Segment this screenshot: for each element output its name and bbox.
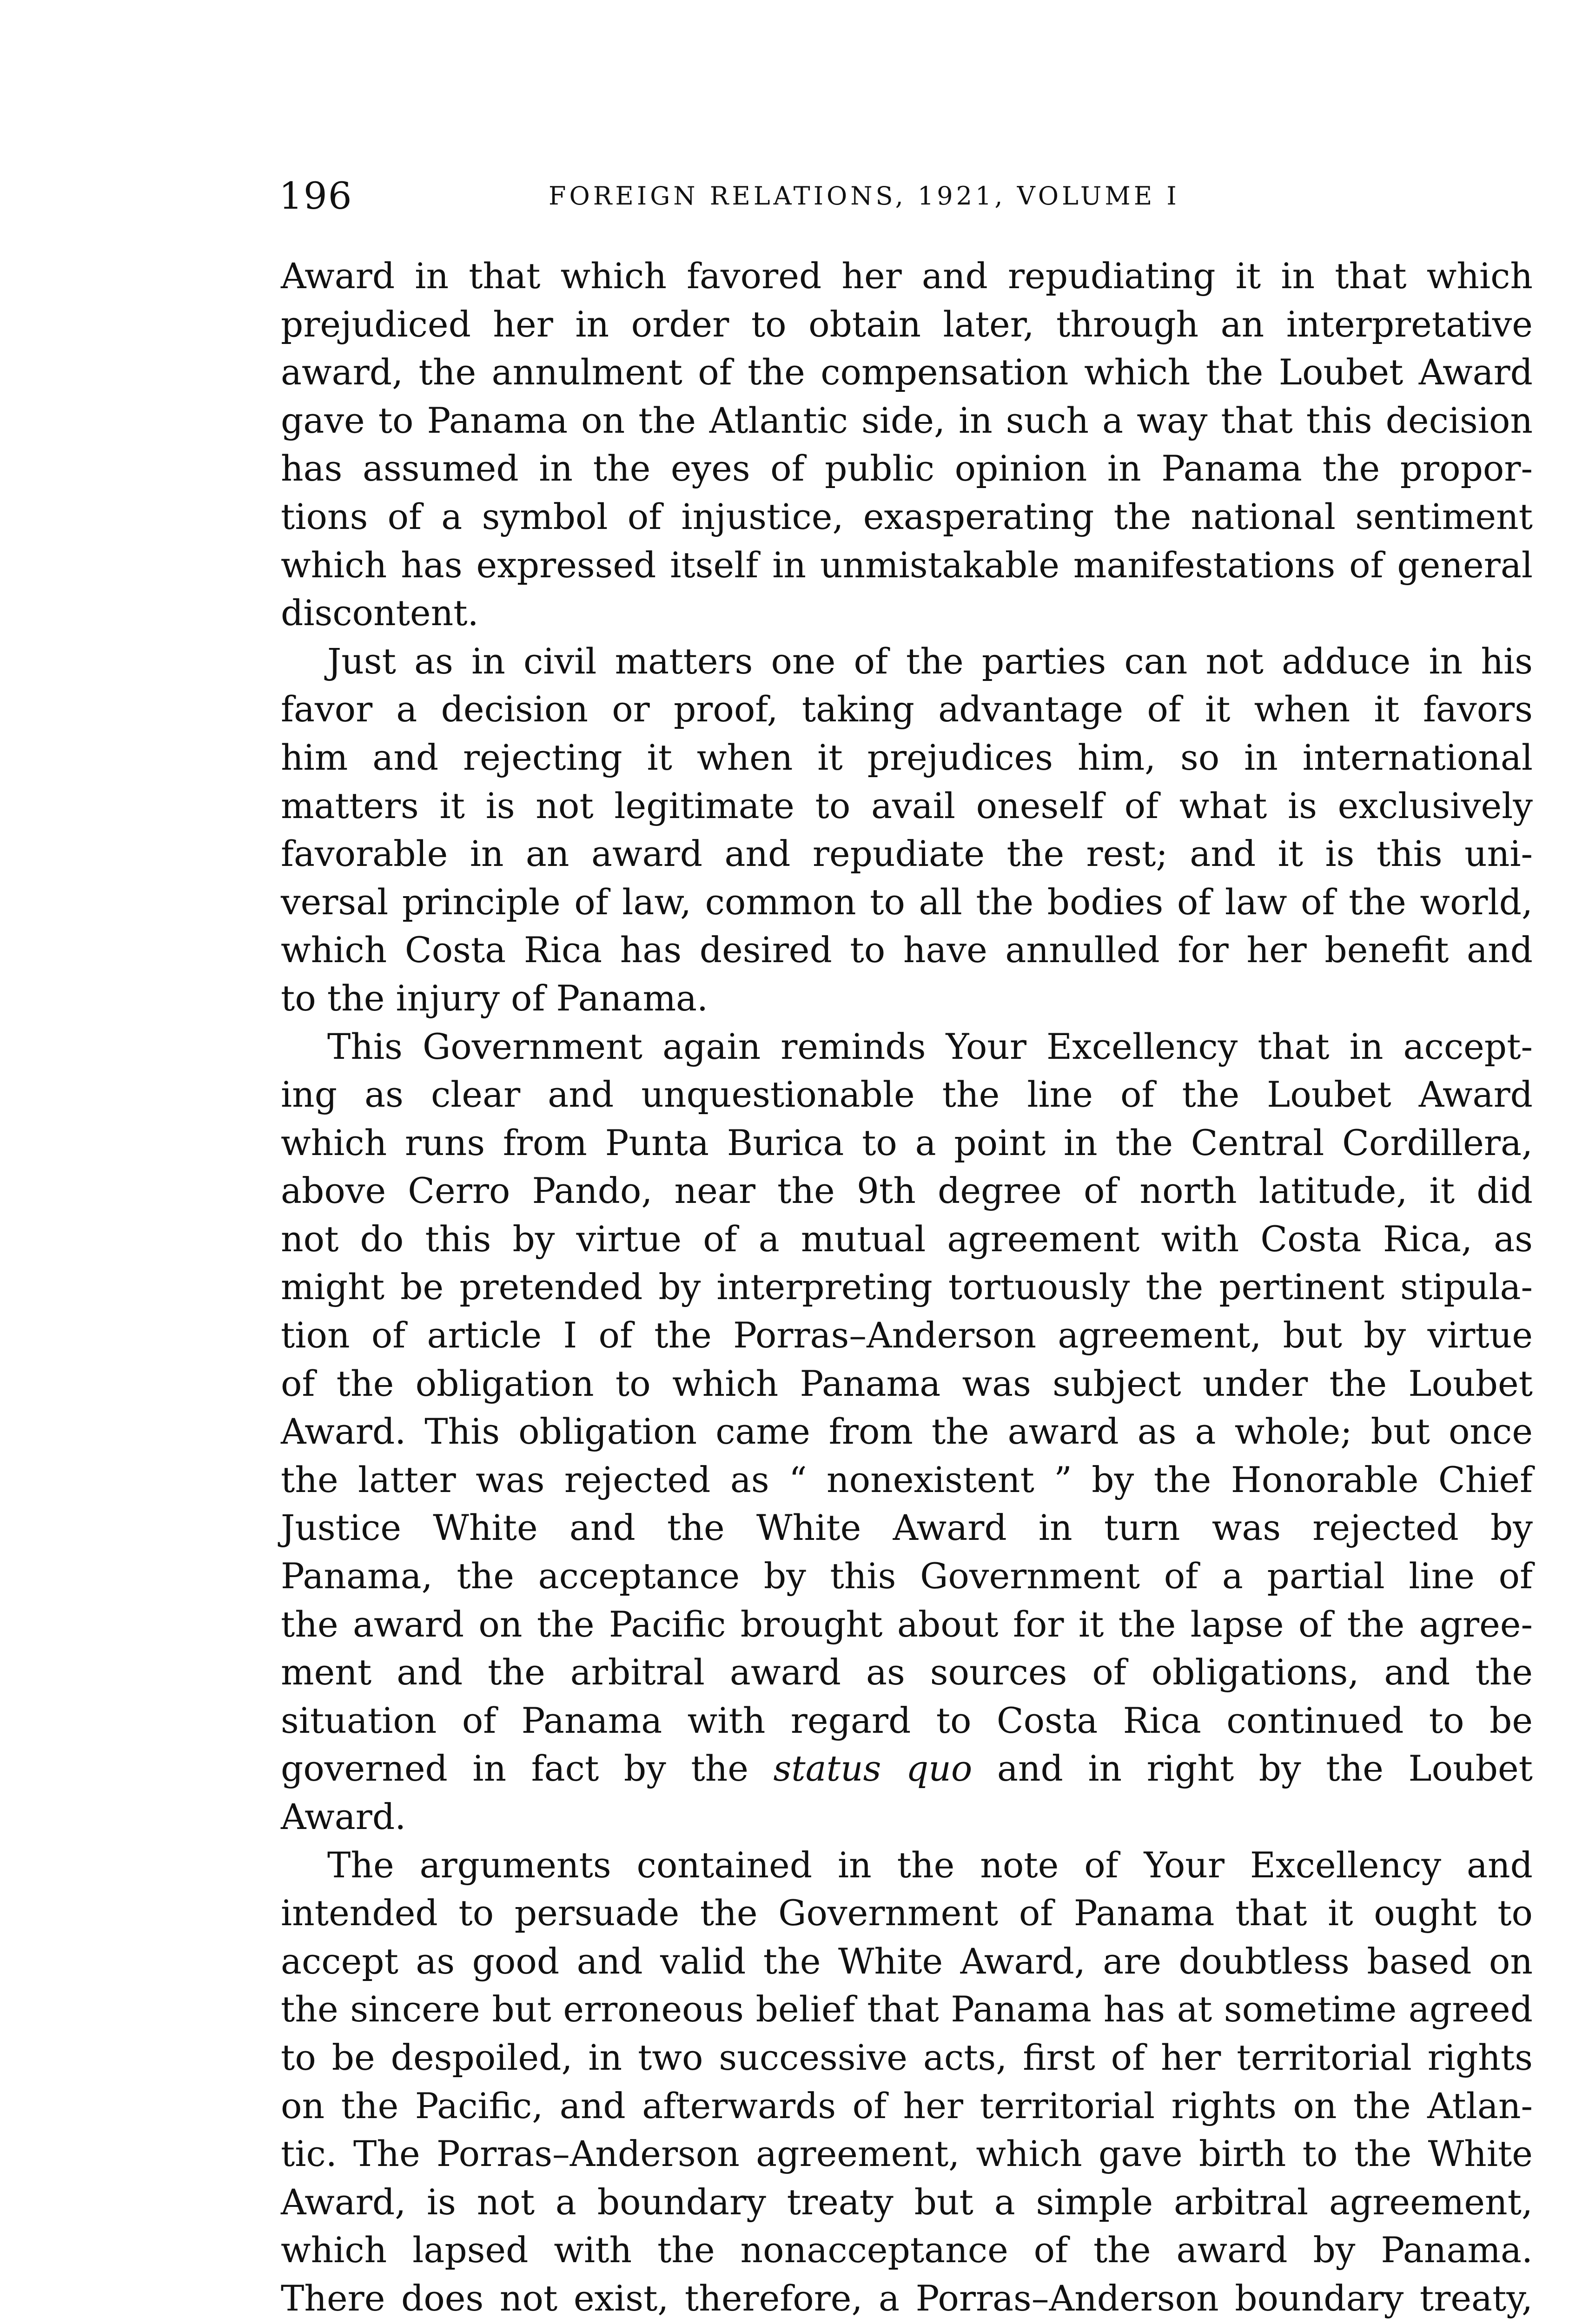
text-line: him and rejecting it when it prejudices him, so in international	[281, 737, 1533, 778]
text-line: There does not exist, therefore, a Porras–Anderson boundary treaty,	[281, 2278, 1533, 2319]
text-line: Panama, the acceptance by this Government of a partial line of	[281, 1556, 1533, 1597]
text-line: This Government again reminds Your Excellency that in accept-	[327, 1026, 1533, 1067]
text-line: favor a decision or proof, taking advantage of it when it favors	[281, 689, 1533, 730]
italic-term: status quo	[773, 1748, 973, 1789]
text-line: of the obligation to which Panama was subject under the Loubet	[281, 1363, 1533, 1404]
text-line: on the Pacific, and afterwards of her territorial rights on the Atlan-	[281, 2085, 1533, 2126]
running-head	[279, 173, 1534, 219]
running-title: FOREIGN RELATIONS, 1921, VOLUME I	[549, 181, 1180, 211]
text-line: to the injury of Panama.	[281, 977, 708, 1019]
text-line: award, the annulment of the compensation which the Loubet Award	[281, 352, 1533, 393]
text-line: which Costa Rica has desired to have annulled for her benefit and	[281, 930, 1533, 971]
text-line: which lapsed with the nonacceptance of the award by Panama.	[281, 2230, 1533, 2271]
text-line: might be pretended by interpreting tortuously the pertinent stipula-	[281, 1267, 1533, 1308]
text-line: Award.	[281, 1796, 406, 1837]
text-line: the award on the Pacific brought about for it the lapse of the agree-	[281, 1604, 1533, 1645]
paragraph-1	[281, 252, 1533, 638]
text-line: intended to persuade the Government of Panama that it ought to	[281, 1893, 1533, 1934]
text-line-status-quo	[281, 1745, 1533, 1793]
text-line: above Cerro Pando, near the 9th degree of north latitude, it did	[281, 1170, 1533, 1212]
text-line: has assumed in the eyes of public opinion in Panama the propor-	[281, 448, 1533, 489]
page-number: 196	[279, 174, 353, 218]
text-line: Award, is not a boundary treaty but a simple arbitral agreement,	[281, 2181, 1533, 2223]
text-line: tions of a symbol of injustice, exasperating the national sentiment	[281, 496, 1533, 537]
text-line: prejudiced her in order to obtain later, through an interpretative	[281, 304, 1533, 345]
text-line: not do this by virtue of a mutual agreement with Costa Rica, as	[281, 1218, 1533, 1260]
text-line: favorable in an award and repudiate the rest; and it is this uni-	[281, 833, 1533, 875]
text-line: discontent.	[281, 593, 479, 634]
text-line: matters it is not legitimate to avail oneself of what is exclusively	[281, 785, 1533, 826]
text-line: The arguments contained in the note of Your Excellency and	[327, 1844, 1533, 1886]
text-fragment: governed in fact by the	[281, 1748, 774, 1789]
text-line: to be despoiled, in two successive acts, first of her territorial rights	[281, 2037, 1533, 2078]
text-line: Award in that which favored her and repudiating it in that which	[281, 256, 1533, 297]
text-line: tic. The Porras–Anderson agreement, which gave birth to the White	[281, 2133, 1533, 2175]
paragraph-3	[281, 1023, 1533, 1842]
text-line: the sincere but erroneous belief that Panama has at sometime agreed	[281, 1989, 1533, 2030]
text-line: situation of Panama with regard to Costa Rica continued to be	[281, 1700, 1533, 1741]
paragraph-2	[281, 638, 1533, 1023]
text-line: Justice White and the White Award in turn was rejected by	[281, 1507, 1533, 1549]
paragraph-4	[281, 1842, 1533, 2324]
text-line: which runs from Punta Burica to a point in the Central Cordillera,	[281, 1122, 1533, 1163]
text-line: the latter was rejected as “ nonexistent ” by the Honorable Chief	[281, 1459, 1533, 1500]
text-line: gave to Panama on the Atlantic side, in such a way that this decision	[281, 400, 1533, 441]
text-line: ing as clear and unquestionable the line of the Loubet Award	[281, 1074, 1533, 1116]
text-line: versal principle of law, common to all the bodies of law of the world,	[281, 881, 1533, 923]
text-fragment: and in right by the Loubet	[972, 1748, 1533, 1789]
text-line: accept as good and valid the White Award, are doubtless based on	[281, 1941, 1533, 1982]
text-line: Award. This obligation came from the award as a whole; but once	[281, 1411, 1533, 1452]
text-line: Just as in civil matters one of the parties can not adduce in his	[327, 640, 1533, 682]
text-line: ment and the arbitral award as sources of obligations, and the	[281, 1652, 1533, 1693]
body-text	[281, 252, 1533, 2324]
text-line: tion of article I of the Porras–Anderson agreement, but by virtue	[281, 1315, 1533, 1356]
text-line: which has expressed itself in unmistakable manifestations of general	[281, 544, 1533, 586]
